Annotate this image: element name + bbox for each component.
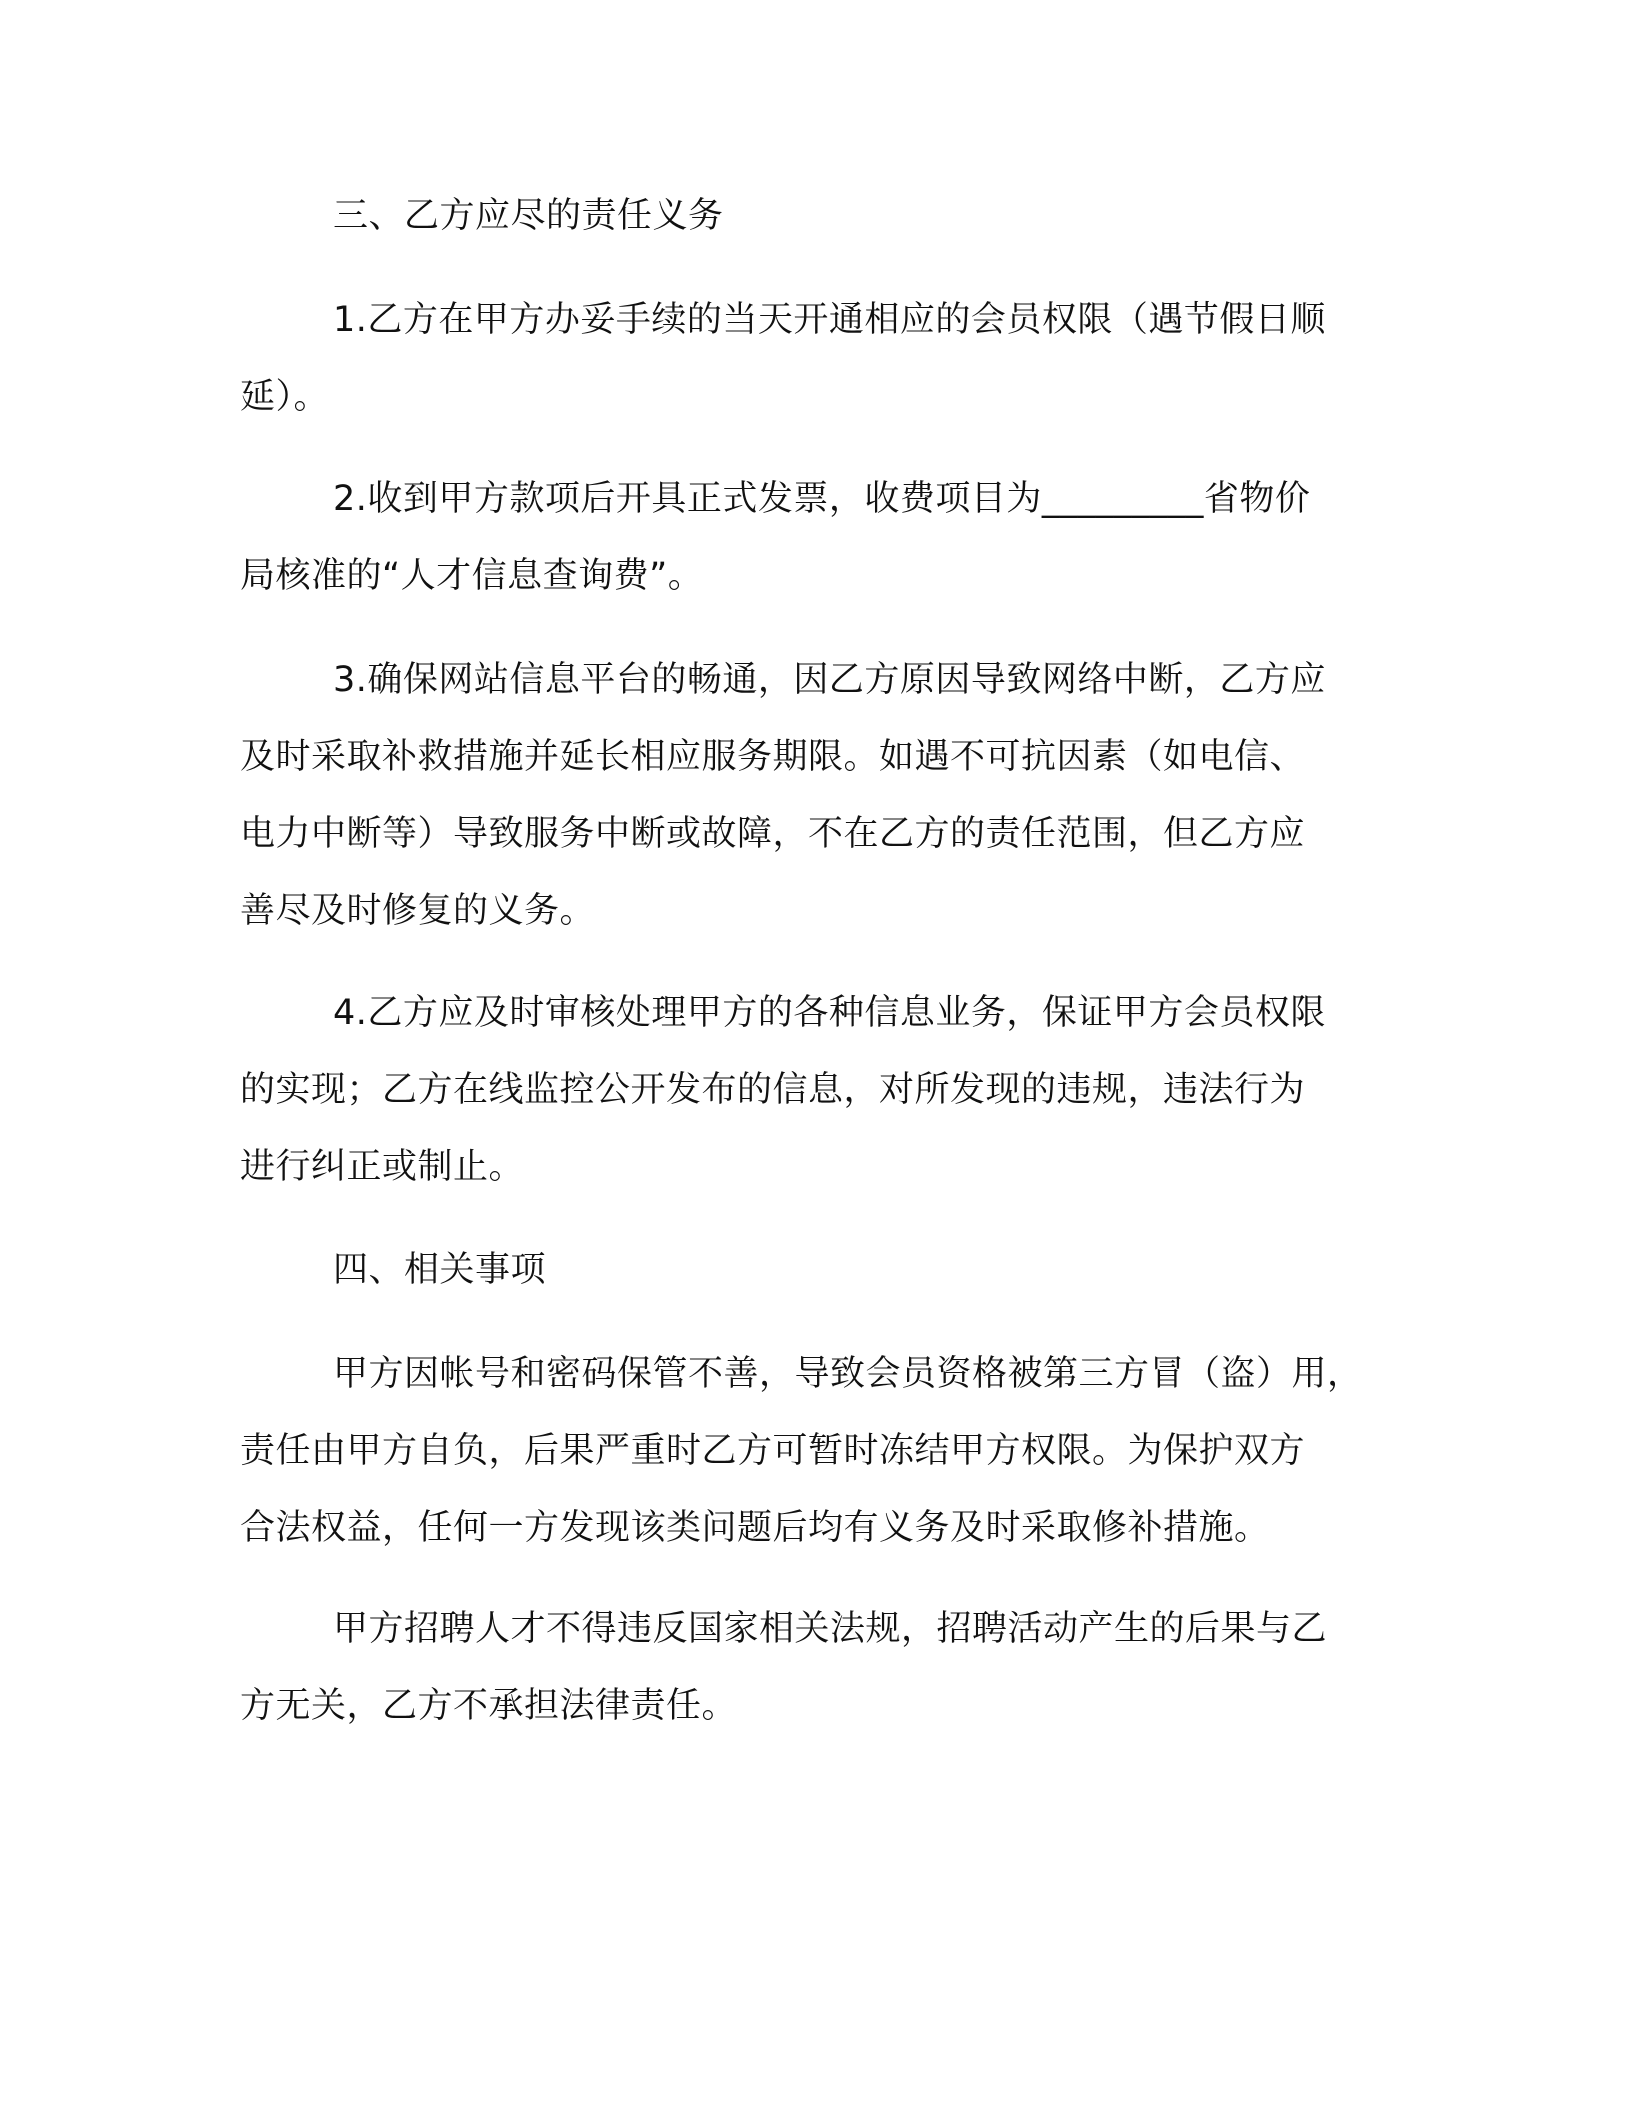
heading-text: 四、相关事项 [333, 1250, 547, 1290]
section-4-paragraph-1 [240, 1336, 1400, 1567]
heading-text: 三、乙方应尽的责任义务 [333, 196, 724, 236]
paragraph-line: 4.乙方应及时审核处理甲方的各种信息业务，保证甲方会员权限 [333, 993, 1326, 1033]
paragraph-line: 的实现；乙方在线监控公开发布的信息，对所发现的违规，违法行为 [240, 1070, 1306, 1110]
paragraph-line: 延）。 [240, 377, 330, 417]
paragraph-line: 善尽及时修复的义务。 [240, 891, 596, 931]
paragraph-line: 3.确保网站信息平台的畅通，因乙方原因导致网络中断，乙方应 [333, 660, 1326, 700]
paragraph-line: 电力中断等）导致服务中断或故障，不在乙方的责任范围，但乙方应 [240, 814, 1306, 854]
paragraph-line: 责任由甲方自负，后果严重时乙方可暂时冻结甲方权限。为保护双方 [240, 1431, 1306, 1471]
item-1-paragraph [240, 282, 1400, 436]
section-4-paragraph-2 [240, 1591, 1400, 1745]
paragraph-line: 合法权益，任何一方发现该类问题后均有义务及时采取修补措施。 [240, 1508, 1270, 1548]
section-3-heading [333, 178, 1333, 255]
paragraph-line: 甲方招聘人才不得违反国家相关法规，招聘活动产生的后果与乙 [333, 1609, 1328, 1649]
paragraph-line: 2.收到甲方款项后开具正式发票，收费项目为_________省物价 [333, 479, 1311, 519]
paragraph-line: 及时采取补救措施并延长相应服务期限。如遇不可抗因素（如电信、 [240, 737, 1306, 777]
paragraph-line: 1.乙方在甲方办妥手续的当天开通相应的会员权限（遇节假日顺 [333, 300, 1326, 340]
section-4-heading [333, 1232, 1333, 1309]
item-2-paragraph [240, 461, 1400, 615]
paragraph-line: 方无关，乙方不承担法律责任。 [240, 1686, 738, 1726]
paragraph-line: 局核准的“人才信息查询费”。 [240, 556, 704, 596]
paragraph-line: 进行纠正或制止。 [240, 1147, 525, 1187]
paragraph-line: 甲方因帐号和密码保管不善，导致会员资格被第三方冒（盗）用， [333, 1354, 1363, 1394]
item-3-paragraph [240, 642, 1400, 950]
item-4-paragraph [240, 975, 1400, 1206]
